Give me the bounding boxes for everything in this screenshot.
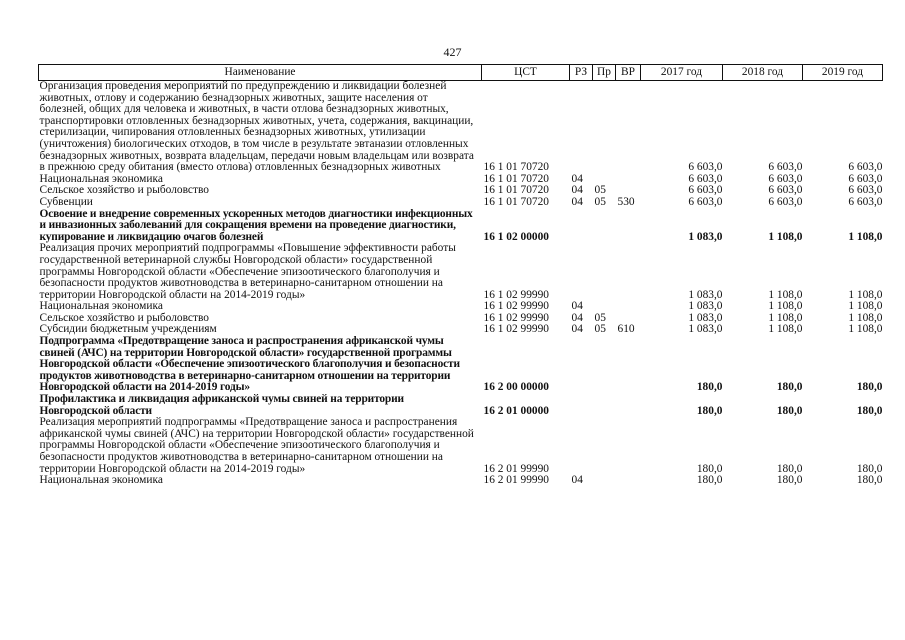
row-cst: 16 2 00 00000 (483, 381, 549, 394)
row-cst: 16 1 02 99990 (483, 311, 549, 324)
row-pr (593, 336, 616, 394)
table-body (39, 81, 883, 487)
row-rz (570, 336, 593, 394)
table-header-row (39, 65, 883, 81)
row-value-2018: 6 603,0 (768, 195, 803, 208)
row-vr (616, 174, 641, 186)
row-value-2018: 1 108,0 (768, 300, 803, 313)
row-rz: 04 (571, 300, 583, 313)
row-value-2017: 180,0 (696, 474, 723, 487)
row-pr: 05 (594, 184, 606, 197)
row-cst: 16 1 01 70720 (483, 161, 549, 174)
row-cst: 16 1 02 00000 (483, 230, 549, 243)
row-pr: 05 (594, 311, 606, 324)
row-value-2019: 180,0 (856, 474, 883, 487)
row-name: Национальная экономика (39, 474, 163, 487)
row-vr: 610 (617, 323, 635, 336)
row-pr: 05 (594, 323, 606, 336)
header-rz: РЗ (570, 65, 593, 81)
row-vr (616, 209, 641, 244)
row-cst: 16 2 01 00000 (483, 404, 549, 417)
budget-table (38, 64, 883, 487)
row-value-2017: 1 083,0 (688, 323, 723, 336)
row-value-2017: 1 083,0 (688, 288, 723, 301)
row-rz (570, 243, 593, 301)
table-row (39, 243, 883, 301)
row-value-2017: 1 083,0 (688, 300, 723, 313)
header-pr: Пр (593, 65, 616, 81)
table-row (39, 394, 883, 417)
header-vr: ВР (616, 65, 641, 81)
header-2018: 2018 год (723, 65, 803, 81)
row-value-2019: 1 108,0 (848, 311, 883, 324)
row-value-2019: 6 603,0 (848, 184, 883, 197)
row-value-2019: 6 603,0 (848, 161, 883, 174)
row-cst: 16 1 01 70720 (483, 172, 549, 185)
row-name: Профилактика и ликвидация африканской чумы свиней на территории Новгородской области (39, 393, 404, 417)
row-vr (616, 301, 641, 313)
table-row (39, 475, 883, 487)
row-value-2019: 180,0 (856, 462, 883, 475)
row-value-2017: 1 083,0 (688, 311, 723, 324)
row-value-2018: 1 108,0 (768, 288, 803, 301)
row-vr: 530 (617, 195, 635, 208)
row-value-2017: 6 603,0 (688, 184, 723, 197)
row-value-2018: 1 108,0 (768, 323, 803, 336)
table-row (39, 209, 883, 244)
row-name: Сельское хозяйство и рыболовство (39, 184, 209, 197)
row-name: Реализация прочих мероприятий подпрограммы «Повышение эффективности работы государственной ветеринарной службы Новгородской области» государственной программы Новгородской области «Обеспечение эпизоотического благополучия и безопасности продуктов животноводства в ветеринарно-санитарном отношении на территории Новгородской области на 2014-2019 годы» (39, 242, 456, 301)
row-cst: 16 2 01 99990 (483, 474, 549, 487)
row-value-2018: 6 603,0 (768, 161, 803, 174)
row-value-2018: 6 603,0 (768, 184, 803, 197)
row-pr (593, 243, 616, 301)
row-rz: 04 (571, 195, 583, 208)
row-rz (570, 81, 593, 174)
table-row (39, 185, 883, 197)
row-value-2019: 6 603,0 (848, 172, 883, 185)
table-row (39, 81, 883, 174)
row-rz (570, 209, 593, 244)
row-value-2017: 180,0 (696, 381, 723, 394)
row-name: Национальная экономика (39, 172, 163, 185)
row-value-2019: 1 108,0 (848, 300, 883, 313)
row-value-2018: 180,0 (776, 462, 803, 475)
row-vr (616, 81, 641, 174)
header-2017: 2017 год (641, 65, 723, 81)
row-vr (616, 243, 641, 301)
row-value-2018: 1 108,0 (768, 311, 803, 324)
row-vr (616, 336, 641, 394)
row-value-2017: 180,0 (696, 404, 723, 417)
row-value-2019: 180,0 (856, 381, 883, 394)
row-name: Реализация мероприятий подпрограммы «Предотвращение заноса и распространения африканской чумы свиней (АЧС) на территории Новгородской области» государственной программы Новгородской области «Обеспечение эпизоотического благополучия и безопасности продуктов животноводства в ветеринарно-санитарном отношении на территории Новгородской области на 2014-2019 годы» (39, 416, 474, 475)
row-value-2018: 180,0 (776, 474, 803, 487)
table-row (39, 417, 883, 475)
row-value-2019: 180,0 (856, 404, 883, 417)
row-rz (570, 417, 593, 475)
row-value-2018: 1 108,0 (768, 230, 803, 243)
row-cst: 16 2 01 99990 (483, 462, 549, 475)
header-2019: 2019 год (803, 65, 883, 81)
row-rz: 04 (571, 311, 583, 324)
row-value-2017: 1 083,0 (688, 230, 723, 243)
row-value-2018: 180,0 (776, 404, 803, 417)
row-value-2017: 6 603,0 (688, 161, 723, 174)
row-name: Освоение и внедрение современных ускоренных методов диагностики инфекционных и инвазионных заболеваний для сокращения времени на проведение диагностики, купирование и ликвидацию очагов болезней (39, 207, 473, 243)
row-value-2017: 6 603,0 (688, 172, 723, 185)
row-value-2018: 180,0 (776, 381, 803, 394)
row-name: Организация проведения мероприятий по предупреждению и ликвидации болезней животных, отлову и содержанию безнадзорных животных, защите населения от болезней, общих для человека и животных, в части отлова безнадзорных животных, транспортировки отловленных безнадзорных животных, учета, содержания, вакцинации, стерилизации, чипирования отловленных безнадзорных животных, утилизации (уничтожения) биологических отходов, в том числе в результате эвтаназии отловленных безнадзорных животных, возврата владельцам, передачи новым владельцам или возврата в прежнюю среду обитания (вместо отлова) отловленных безнадзорных животных (39, 80, 474, 174)
table-row (39, 197, 883, 209)
row-name: Национальная экономика (39, 300, 163, 313)
header-name: Наименование (39, 65, 482, 81)
row-value-2019: 1 108,0 (848, 288, 883, 301)
row-value-2017: 180,0 (696, 462, 723, 475)
row-vr (616, 394, 641, 417)
row-value-2019: 1 108,0 (848, 323, 883, 336)
row-pr (593, 81, 616, 174)
row-vr (616, 475, 641, 487)
row-pr: 05 (594, 195, 606, 208)
row-name: Сельское хозяйство и рыболовство (39, 311, 209, 324)
row-value-2019: 1 108,0 (848, 230, 883, 243)
row-value-2018: 6 603,0 (768, 172, 803, 185)
row-value-2017: 6 603,0 (688, 195, 723, 208)
row-rz: 04 (571, 474, 583, 487)
row-pr (593, 475, 616, 487)
row-cst: 16 1 01 70720 (483, 184, 549, 197)
row-name: Субсидии бюджетным учреждениям (39, 323, 217, 336)
row-pr (593, 394, 616, 417)
row-name: Субвенции (39, 195, 93, 208)
row-vr (616, 417, 641, 475)
table-row (39, 336, 883, 394)
row-rz: 04 (571, 323, 583, 336)
row-cst: 16 1 02 99990 (483, 288, 549, 301)
row-rz: 04 (571, 184, 583, 197)
row-pr (593, 209, 616, 244)
row-rz (570, 394, 593, 417)
row-cst: 16 1 02 99990 (483, 323, 549, 336)
row-value-2019: 6 603,0 (848, 195, 883, 208)
page-number: 427 (443, 45, 462, 59)
row-pr (593, 417, 616, 475)
row-rz: 04 (571, 172, 583, 185)
header-cst: ЦСТ (482, 65, 570, 81)
row-cst: 16 1 02 99990 (483, 300, 549, 313)
row-name: Подпрограмма «Предотвращение заноса и распространения африканской чумы свиней (АЧС) на территории Новгородской области» государственной программы Новгородской области «Обеспечение эпизоотического благополучия и безопасности продуктов животноводства в ветеринарно-санитарном отношении на территории Новгородской области на 2014-2019 годы» (39, 335, 460, 394)
row-cst: 16 1 01 70720 (483, 195, 549, 208)
